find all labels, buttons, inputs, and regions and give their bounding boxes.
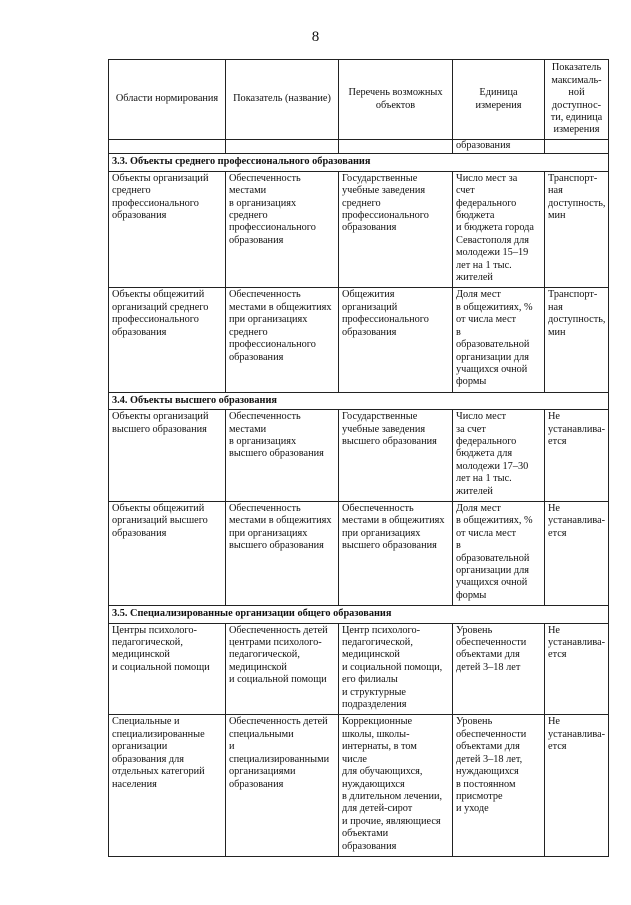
cell-line: организации (112, 741, 168, 753)
cell-line: Единица (479, 87, 518, 99)
cell-line: Специальные и (112, 716, 180, 728)
cell-line: нуждающихся (456, 766, 519, 778)
table-cell (545, 410, 609, 502)
section-title: 3.3. Объекты среднего профессионального образования (109, 154, 609, 171)
cell-line: и бюджета города (456, 222, 534, 234)
cell-line: среднего (342, 197, 381, 209)
cell-line: устанавлива- (548, 728, 606, 740)
cell-line: при организациях (229, 527, 308, 539)
table-cell (339, 410, 453, 502)
cell-line: в (456, 540, 461, 552)
cell-line: объектами для (456, 649, 520, 661)
cell-line: Государственные (342, 411, 418, 423)
cell-line: центрами психолого- (229, 637, 322, 649)
table-cell (226, 501, 339, 605)
cell-line: образования (342, 222, 397, 234)
table-cell (453, 288, 545, 392)
cell-line: ная (548, 301, 563, 313)
cell-line: местами в общежитиях (229, 515, 332, 527)
cell-line: профессионального (229, 339, 316, 351)
cell-line: объектов (375, 99, 416, 111)
cell-line: ется (548, 527, 567, 539)
header-objects (339, 60, 453, 140)
cell-line: Доля мест (456, 502, 501, 514)
cell-line: местами в общежитиях (342, 515, 445, 527)
cell-line: в постоянном (456, 778, 516, 790)
cell-line: Показатель (551, 62, 602, 74)
cell-line: в (456, 326, 461, 338)
table-cell (545, 715, 609, 856)
table-row (109, 410, 609, 502)
section-row (109, 606, 609, 623)
cell-line: жителей (456, 485, 493, 497)
cell-line: Общежития (342, 289, 395, 301)
cell-line: при организациях (229, 314, 308, 326)
cell-line: Транспорт- (548, 172, 598, 184)
cell-line: бюджета (456, 210, 495, 222)
table-body (109, 140, 609, 857)
cell-line: и социальной помощи, (342, 661, 443, 673)
cell-line: максималь- (551, 74, 602, 86)
cell-line: Объекты общежитий (112, 289, 205, 301)
cell-line: специальными (229, 728, 294, 740)
cell-line: федерального (456, 435, 517, 447)
cell-line: образования (112, 527, 167, 539)
table-cell (226, 410, 339, 502)
table-cell (109, 288, 226, 392)
cell-line: высшего образования (229, 540, 324, 552)
cell-line: специализированными (229, 753, 330, 765)
cell-line: Обеспеченность (342, 502, 414, 514)
cell-line: местами (229, 185, 267, 197)
cell-line: и социальной помощи (229, 674, 327, 686)
cell-line: интернаты, в том (342, 741, 417, 753)
cell-line: и социальной помощи (112, 661, 210, 673)
table-cell (109, 715, 226, 856)
cell-line: учебные заведения (342, 423, 426, 435)
cell-line: лет на 1 тыс. (456, 473, 512, 485)
cell-line: педагогической, (229, 649, 300, 661)
cell-line: измерения (553, 124, 600, 136)
cell-line: отдельных категорий (112, 766, 205, 778)
cell-line: учащихся очной (456, 577, 528, 589)
cell-line: присмотре (456, 790, 503, 802)
page-number: 8 (311, 29, 320, 45)
cell-line: объектами для (456, 741, 520, 753)
table-cell (339, 288, 453, 392)
cell-line: от числа мест (456, 314, 517, 326)
cell-line: Не (548, 716, 561, 728)
cell-line: Обеспеченность (229, 172, 301, 184)
cell-line: в общежитиях, % (456, 301, 533, 313)
cell-line: числе (342, 753, 367, 765)
cell-line: Не (548, 624, 561, 636)
cell-line: Перечень возможных (348, 87, 443, 99)
header-indicator (226, 60, 339, 140)
cell-line: медицинской (229, 661, 287, 673)
table-cell (545, 140, 609, 154)
table-cell (109, 623, 226, 715)
cell-line: за счет (456, 423, 486, 435)
cell-line: устанавлива- (548, 423, 606, 435)
cell-line: образования (229, 351, 284, 363)
table-cell (226, 623, 339, 715)
table-cell (339, 623, 453, 715)
cell-line: специализированные (112, 728, 205, 740)
cell-line: образовательной (456, 339, 530, 351)
table-cell (226, 715, 339, 856)
cell-line: медицинской (342, 649, 400, 661)
cell-line: образовательной (456, 552, 530, 564)
section-title: 3.5. Специализированные организации общего образования (109, 606, 609, 623)
cell-line: детей 3–18 лет (456, 661, 521, 673)
cell-line: организаций высшего (112, 515, 208, 527)
table-cell (339, 171, 453, 288)
cell-line: высшего образования (229, 448, 324, 460)
cell-line: и уходе (456, 803, 489, 815)
cell-line: обеспеченности (456, 637, 527, 649)
table-cell: образования (453, 140, 545, 154)
table-cell (545, 171, 609, 288)
header-unit (453, 60, 545, 140)
cell-line: Обеспеченность детей (229, 716, 328, 728)
table-cell (545, 623, 609, 715)
cell-line: учащихся очной (456, 363, 528, 375)
cell-line: для обучающихся, (342, 766, 423, 778)
cell-line: образования (112, 326, 167, 338)
cell-line: Объекты организаций (112, 411, 209, 423)
cell-line: местами в общежитиях (229, 301, 332, 313)
cell-line: высшего образования (112, 423, 207, 435)
cell-line: мин (548, 210, 566, 222)
cell-line: объектами (342, 828, 389, 840)
header-max-accessibility (545, 60, 609, 140)
cell-line: образования (229, 778, 284, 790)
cell-line: Севастополя для (456, 234, 530, 246)
table-cell (109, 501, 226, 605)
cell-line: Показатель (название) (233, 93, 331, 105)
cell-line: Обеспеченность (229, 411, 301, 423)
cell-line: бюджета для (456, 448, 513, 460)
table-cell (109, 410, 226, 502)
table-cell (226, 140, 339, 154)
cell-line: профессионального (342, 210, 429, 222)
cell-line: медицинской (112, 649, 170, 661)
cell-line: образования (342, 840, 397, 852)
table-row (109, 715, 609, 856)
cell-line: учебные заведения (342, 185, 426, 197)
cell-line: профессионального (112, 197, 199, 209)
cell-line: подразделения (342, 699, 407, 711)
cell-line: Число мест (456, 411, 507, 423)
cell-line: и структурные (342, 686, 406, 698)
cell-line: формы (456, 376, 487, 388)
cell-line: образования (342, 326, 397, 338)
cell-line: измерения (475, 99, 522, 111)
section-title: 3.4. Объекты высшего образования (109, 392, 609, 409)
cell-line: жителей (456, 272, 493, 284)
cell-line: нуждающихся (342, 778, 405, 790)
cell-line: профессионального (112, 314, 199, 326)
cell-line: обеспеченности (456, 728, 527, 740)
cell-line: Государственные (342, 172, 418, 184)
table-cell (339, 715, 453, 856)
cell-line: ется (548, 435, 567, 447)
cell-line: для детей-сирот (342, 803, 413, 815)
continuation-row (109, 140, 609, 154)
norms-table (108, 59, 609, 857)
cell-line: Доля мест (456, 289, 501, 301)
cell-line: детей 3–18 лет, (456, 753, 523, 765)
cell-line: школы, школы- (342, 728, 410, 740)
cell-line: лет на 1 тыс. (456, 259, 512, 271)
table-cell (109, 140, 226, 154)
cell-line: профессионального (229, 222, 316, 234)
cell-line: Уровень (456, 716, 493, 728)
cell-line: ная (548, 185, 563, 197)
cell-line: федерального (456, 197, 517, 209)
table-cell (453, 501, 545, 605)
cell-line: доступнос- (551, 99, 602, 111)
cell-line: ной (568, 87, 585, 99)
table-row (109, 171, 609, 288)
cell-line: педагогической, (342, 637, 413, 649)
cell-line: Обеспеченность (229, 289, 301, 301)
cell-line: устанавлива- (548, 637, 606, 649)
cell-line: формы (456, 589, 487, 601)
cell-line: при организациях (342, 527, 421, 539)
cell-line: ется (548, 649, 567, 661)
cell-line: Обеспеченность детей (229, 624, 328, 636)
cell-line: образования (112, 210, 167, 222)
table-cell (453, 410, 545, 502)
cell-line: ется (548, 741, 567, 753)
cell-line: Не (548, 411, 561, 423)
table-cell (453, 715, 545, 856)
cell-line: Число мест за (456, 172, 518, 184)
cell-line: среднего (229, 210, 268, 222)
cell-line: высшего образования (342, 540, 437, 552)
cell-line: его филиалы (342, 674, 398, 686)
cell-line: ти, единица (550, 111, 603, 123)
cell-line: в организациях (229, 197, 297, 209)
cell-line: Обеспеченность (229, 502, 301, 514)
cell-line: молодежи 15–19 (456, 247, 529, 259)
cell-line: организаций (342, 301, 398, 313)
cell-line: профессионального (342, 314, 429, 326)
table-cell (339, 140, 453, 154)
table-cell (545, 501, 609, 605)
table-cell (453, 623, 545, 715)
cell-line: в организациях (229, 435, 297, 447)
cell-line: педагогической, (112, 637, 183, 649)
cell-line: счет (456, 185, 475, 197)
cell-line: организации для (456, 565, 529, 576)
cell-line: доступность, (548, 314, 606, 326)
cell-line: организации для (456, 351, 529, 363)
table-row (109, 623, 609, 715)
cell-line: населения (112, 778, 157, 790)
cell-line: Центры психолого- (112, 624, 197, 636)
cell-line: организациями (229, 766, 296, 778)
table-cell (226, 171, 339, 288)
cell-line: образования для (112, 753, 185, 765)
cell-line: доступность, (548, 197, 606, 209)
cell-line: среднего (229, 326, 268, 338)
cell-line: мин (548, 326, 566, 338)
cell-line: Не (548, 502, 561, 514)
cell-line: Области нормирования (115, 93, 219, 105)
cell-line: образования (229, 234, 284, 246)
section-row (109, 392, 609, 409)
cell-line: Объекты организаций (112, 172, 209, 184)
table-cell (453, 171, 545, 288)
cell-line: Коррекционные (342, 716, 413, 728)
cell-line: устанавлива- (548, 515, 606, 527)
cell-line: высшего образования (342, 435, 437, 447)
cell-line: среднего (112, 185, 151, 197)
cell-line: организаций среднего (112, 301, 209, 313)
table-header-row (109, 60, 609, 140)
cell-line: в общежитиях, % (456, 515, 533, 527)
cell-line: в длительном лечении, (342, 790, 443, 802)
table-cell (109, 171, 226, 288)
table-cell (339, 501, 453, 605)
table-cell (226, 288, 339, 392)
cell-line: от числа мест (456, 527, 517, 539)
cell-line: Центр психолого- (342, 624, 421, 636)
header-area (109, 60, 226, 140)
cell-line: Транспорт- (548, 289, 598, 301)
cell-line: молодежи 17–30 (456, 460, 529, 472)
section-row (109, 154, 609, 171)
cell-line: Объекты общежитий (112, 502, 205, 514)
cell-line: Уровень (456, 624, 493, 636)
table-cell (545, 288, 609, 392)
table-row (109, 288, 609, 392)
table-row (109, 501, 609, 605)
cell-line: местами (229, 423, 267, 435)
cell-line: и (229, 741, 235, 753)
cell-line: и прочие, являющиеся (342, 815, 441, 827)
